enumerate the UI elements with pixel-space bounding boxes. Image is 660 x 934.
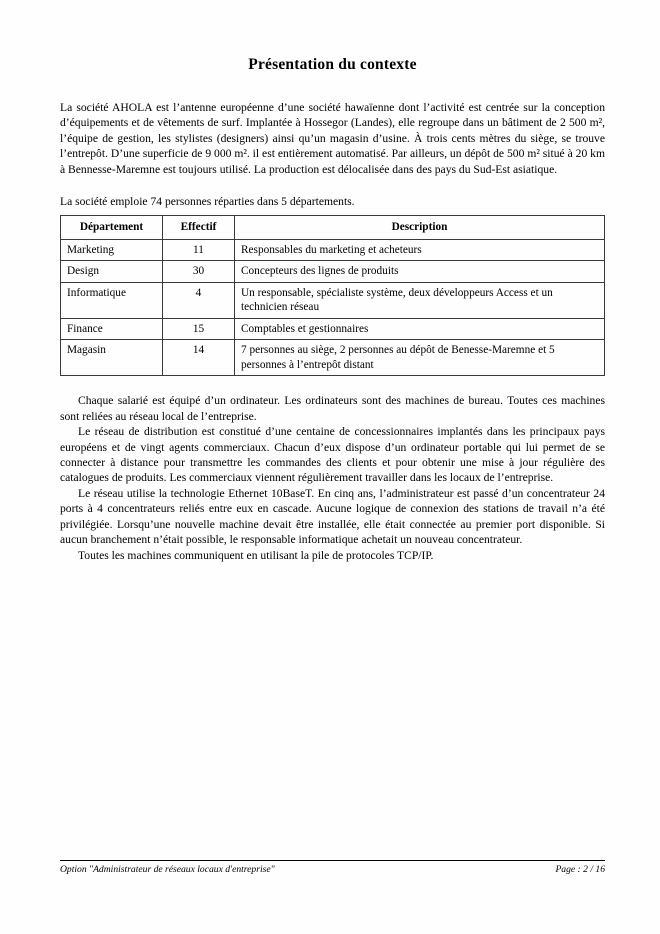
document-body (60, 56, 605, 563)
table-row (61, 318, 605, 340)
paragraph-equipement: Chaque salarié est équipé d’un ordinateur. Les ordinateurs sont des machines de bureau. Toutes ces machines sont reliées au réseau local de l’entreprise. (60, 394, 605, 423)
paragraph-protocoles: Toutes les machines communiquent en utilisant la pile de protocoles TCP/IP. (78, 548, 434, 562)
table-header-row (61, 216, 605, 240)
cell-description: Responsables du marketing et acheteurs (235, 239, 605, 261)
cell-effectif: 14 (163, 340, 235, 376)
column-header-description: Description (235, 216, 605, 240)
cell-description: 7 personnes au siège, 2 personnes au dépôt de Benesse-Maremne et 5 personnes à l’entrepôt distant (235, 340, 605, 376)
cell-departement: Informatique (61, 282, 163, 318)
table-head (61, 216, 605, 240)
cell-description: Concepteurs des lignes de produits (235, 261, 605, 283)
departments-table (60, 215, 605, 376)
footer-divider (60, 860, 605, 861)
cell-departement: Finance (61, 318, 163, 340)
cell-description: Comptables et gestionnaires (235, 318, 605, 340)
cell-effectif: 11 (163, 239, 235, 261)
page-footer (60, 860, 605, 875)
cell-effectif: 15 (163, 318, 235, 340)
column-header-effectif: Effectif (163, 216, 235, 240)
page-title: Présentation du contexte (248, 56, 417, 73)
cell-departement: Design (61, 261, 163, 283)
cell-effectif: 4 (163, 282, 235, 318)
footer-page-number: Page : 2 / 16 (555, 864, 605, 875)
table-row (61, 261, 605, 283)
cell-effectif: 30 (163, 261, 235, 283)
paragraph-reseau-distribution: Le réseau de distribution est constitué d’une centaine de concessionnaires implantés dans les principaux pays européens et de vingt agents commerciaux. Chacun d’eux dispose d’un ordinateur portable qui lui permet de se connecter à distance pour transmettre les commandes des clients et pour obtenir une mise à jour régulière des catalogues de produits. Les commerciaux viennent régulièrement travailler dans les locaux de l’entreprise. (60, 425, 605, 485)
paragraph-intro: La société AHOLA est l’antenne européenne d’une société hawaïenne dont l’activité est centrée sur la conception d’équipements et de vêtements de surf. Implantée à Hossegor (Landes), elle regroupe dans un bâtiment de 2 500 m², l’équipe de gestion, les stylistes (designers) ainsi qu’un magasin d’usine. À trois cents mètres du siège, se trouve l’entrepôt. D’une superficie de 9 000 m². il est entièrement automatisé. Par ailleurs, un dépôt de 500 m² situé à 20 km à Bennesse-Maremne est toujours utilisé. La production est délocalisée dans des pays du Sud-Est asiatique. (60, 101, 605, 176)
table-row (61, 239, 605, 261)
footer-option-label: Option "Administrateur de réseaux locaux d'entreprise" (60, 864, 275, 875)
table-row (61, 282, 605, 318)
cell-departement: Marketing (61, 239, 163, 261)
paragraph-effectif-lead: La société emploie 74 personnes réparties dans 5 départements. (60, 195, 355, 209)
cell-description: Un responsable, spécialiste système, deux développeurs Access et un technicien réseau (235, 282, 605, 318)
paragraph-technologie: Le réseau utilise la technologie Ethernet 10BaseT. En cinq ans, l’administrateur est passé d’un concentrateur 24 ports à 4 concentrateurs reliés entre eux en cascade. Aucune logique de connexion des stations de travail n’a été privilégiée. Lorsqu’une nouvelle machine devait être installée, elle était connectée au premier port disponible. Si aucun branchement n’était possible, le responsable informatique achetait un nouveau concentrateur. (60, 486, 605, 547)
table-row (61, 340, 605, 376)
table-body (61, 239, 605, 376)
column-header-departement: Département (61, 216, 163, 240)
cell-departement: Magasin (61, 340, 163, 376)
